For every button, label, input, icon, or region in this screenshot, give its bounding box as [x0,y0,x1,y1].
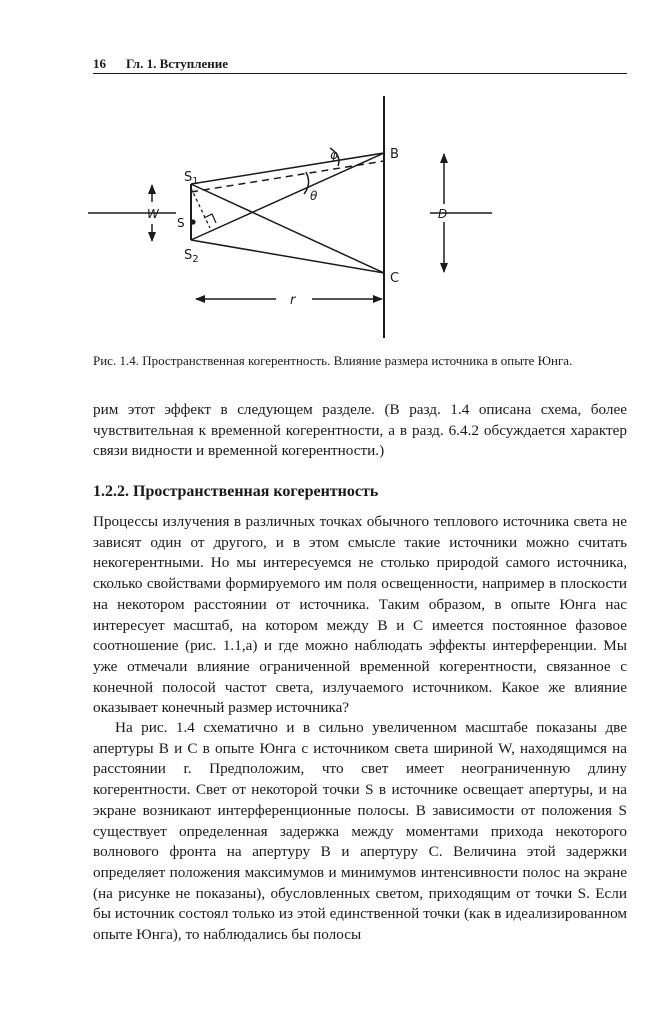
label-s2: $S_2$ [184,248,199,265]
running-header [93,56,627,72]
right-angle-mark [204,214,216,223]
ray-s1-b [191,153,384,184]
label-s1: $S_1$ [184,170,199,187]
section-heading [93,481,627,503]
label-b: B [390,147,399,162]
point-s [190,219,195,224]
label-d: D [438,207,448,221]
label-r: r [290,293,296,308]
paragraph-spatial-coherence: Процессы излучения в различных точках обычного теплового источника света не зависят один от другого, и в этом смысле такие источники можно считать некогерентными. Но мы интересуемся не столько природой самого источника, сколько свойствами формируемого им поля освещенности, например в плоскости на некотором расстоянии от источника. Таким образом, в опыте Юнга нас интересует масштаб, на котором между B и C имеется постоянное фазовое соотношение (рис. 1.1,a) и где можно наблюдать эффекты интерференции. Мы уже отмечали влияние ограниченной временной когерентности, связанное с конечной полосой частот света, излучаемого источником. Какое же влияние оказывает конечный размер источника? [93,513,627,717]
chapter-title: Гл. 1. Вступление [126,56,229,71]
section-number: 1.2.2. [93,483,129,500]
figure-young-spatial-coherence [80,92,510,342]
label-w: W [147,207,159,221]
label-c: C [390,271,400,286]
figure-diagram [80,92,510,342]
ray-s1-c [191,184,384,273]
paragraph-figure-description: На рис. 1.4 схематично и в сильно увеличенном масштабе показаны две апертуры B и C в опыте Юнга с источником света шириной W, находящимся на расстоянии r. Предположим, что свет имеет неограниченную длину когерентности. Свет от некоторой точки S в источнике освещает апертуры, и на экране возникают интерференционные полосы. В зависимости от положения S существует определенная задержка между моментами прихода некоторого волнового фронта на апертуру B и апертуру C. Величина этой задержки определяет положения максимумов и минимумов интенсивности полос на экране (на рисунке не показаны), обусловленных светом, приходящим от точки S. Если бы источник состоял только из этой единственной точки (как в идеализированном опыте Юнга), то наблюдались бы полосы [93,719,627,944]
ray-s2-b [191,153,384,240]
ray-s2-c [191,240,384,273]
label-theta: θ [310,189,318,203]
label-phi: φ [330,148,338,162]
page-number: 16 [93,56,106,71]
label-s: S [177,216,185,230]
figure-caption: Рис. 1.4. Пространственная когерентность. Влияние размера источника в опыте Юнга. [93,353,573,368]
section-title: Пространственная когерентность [133,483,379,500]
theta-arc [304,172,309,194]
paragraph-continuation: рим этот эффект в следующем разделе. (В разд. 1.4 описана схема, более чувствительная к временной когерентности, а в разд. 6.4.2 обсуждается характер связи видности и временной когерентности.) [93,401,627,460]
header-rule [93,73,627,74]
